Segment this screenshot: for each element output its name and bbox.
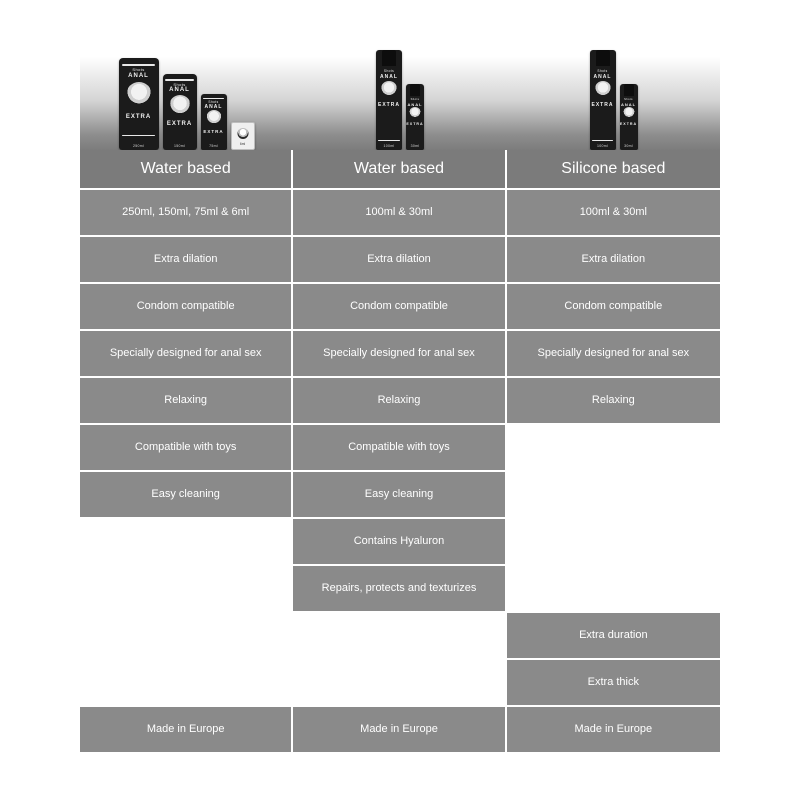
feature-cell: Made in Europe <box>507 707 720 754</box>
feature-cell-empty <box>293 660 506 707</box>
product-face-icon <box>206 110 222 126</box>
table-row <box>80 566 720 613</box>
table-header-row <box>80 150 720 190</box>
feature-cell: Compatible with toys <box>293 425 506 472</box>
feature-cell: Condom compatible <box>293 284 506 331</box>
product-name-label: ANAL <box>128 73 149 79</box>
feature-cell: Contains Hyaluron <box>293 519 506 566</box>
product-variant-label: EXTRA <box>591 102 614 108</box>
product-variant-label: EXTRA <box>203 129 224 134</box>
product-size-footnote: 150ml <box>173 144 186 148</box>
product-face-icon <box>623 107 635 119</box>
table-row <box>80 284 720 331</box>
feature-cell: Compatible with toys <box>80 425 293 472</box>
product-variant-label: EXTRA <box>125 114 152 120</box>
feature-cell: Condom compatible <box>507 284 720 331</box>
table-row <box>80 190 720 237</box>
product-brand-label: Shots <box>597 69 608 73</box>
table-row <box>80 472 720 519</box>
column-header-3: Silicone based <box>507 150 720 190</box>
feature-cell: Specially designed for anal sex <box>80 331 293 378</box>
feature-cell: 250ml, 150ml, 75ml & 6ml <box>80 190 293 237</box>
table-row <box>80 707 720 754</box>
product-variant-label: EXTRA <box>619 122 638 126</box>
feature-cell: Made in Europe <box>293 707 506 754</box>
product-face-icon <box>409 107 421 119</box>
feature-cell-empty <box>507 566 720 613</box>
product-silicone-spray-100ml <box>590 50 616 150</box>
table-row <box>80 237 720 284</box>
product-group-water-tubes <box>80 20 293 150</box>
feature-cell: Extra dilation <box>293 237 506 284</box>
feature-cell-empty <box>507 425 720 472</box>
product-tube-75ml <box>201 94 227 150</box>
feature-cell: Specially designed for anal sex <box>507 331 720 378</box>
product-brand-label: Shots <box>410 98 420 101</box>
product-brand-label: Shots <box>383 69 395 73</box>
comparison-table <box>80 150 720 754</box>
feature-cell: Relaxing <box>293 378 506 425</box>
feature-cell: Extra duration <box>507 613 720 660</box>
product-tube-150ml <box>163 74 197 150</box>
product-variant-label: EXTRA <box>406 122 424 126</box>
feature-cell-empty <box>293 613 506 660</box>
product-spray-30ml <box>406 84 424 150</box>
feature-cell: 100ml & 30ml <box>293 190 506 237</box>
product-name-label: ANAL <box>593 74 612 80</box>
table-row <box>80 425 720 472</box>
product-brand-label: Shots <box>208 100 219 104</box>
product-name-label: ANAL <box>380 74 398 80</box>
product-variant-label: 6ml <box>239 142 246 146</box>
product-face-icon <box>237 128 248 139</box>
product-size-footnote: 250ml <box>132 144 145 148</box>
product-face-icon <box>381 81 398 98</box>
table-row <box>80 519 720 566</box>
product-group-water-sprays <box>293 20 507 150</box>
feature-cell: Made in Europe <box>80 707 293 754</box>
product-sachet-6ml <box>231 122 255 150</box>
product-tube-250ml <box>119 58 159 150</box>
product-size-footnote: 75ml <box>209 144 218 148</box>
product-size-footnote: 30ml <box>624 144 633 148</box>
product-size-footnote: 30ml <box>410 144 420 148</box>
feature-cell: Extra dilation <box>80 237 293 284</box>
product-name-label: ANAL <box>407 102 423 107</box>
product-brand-label: Shots <box>132 67 145 72</box>
feature-cell-empty <box>507 519 720 566</box>
product-brand-label: Shots <box>624 98 633 101</box>
feature-cell: Relaxing <box>507 378 720 425</box>
product-size-footnote: 100ml <box>383 144 395 148</box>
feature-cell: Extra thick <box>507 660 720 707</box>
column-header-2: Water based <box>293 150 506 190</box>
table-row <box>80 660 720 707</box>
product-group-silicone-sprays <box>507 20 720 150</box>
table-row <box>80 378 720 425</box>
product-variant-label: EXTRA <box>378 102 400 108</box>
feature-cell: Specially designed for anal sex <box>293 331 506 378</box>
feature-cell-empty <box>507 472 720 519</box>
feature-cell: Extra dilation <box>507 237 720 284</box>
product-image-band <box>80 20 720 150</box>
product-brand-label: Shots <box>173 82 186 87</box>
table-row <box>80 613 720 660</box>
feature-cell: Relaxing <box>80 378 293 425</box>
product-name-label: ANAL <box>620 102 637 107</box>
feature-cell: 100ml & 30ml <box>507 190 720 237</box>
feature-cell-empty <box>80 660 293 707</box>
feature-cell-empty <box>80 566 293 613</box>
feature-cell-empty <box>80 519 293 566</box>
feature-cell: Condom compatible <box>80 284 293 331</box>
product-face-icon <box>169 95 191 117</box>
table-row <box>80 331 720 378</box>
product-face-icon <box>126 82 152 108</box>
product-face-icon <box>594 81 611 98</box>
product-name-label: ANAL <box>204 104 223 110</box>
product-size-footnote: 100ml <box>596 144 609 148</box>
feature-cell: Repairs, protects and texturizes <box>293 566 506 613</box>
feature-cell: Easy cleaning <box>293 472 506 519</box>
product-silicone-spray-30ml <box>620 84 638 150</box>
product-variant-label: EXTRA <box>166 121 193 127</box>
product-name-label: ANAL <box>169 87 190 93</box>
column-header-1: Water based <box>80 150 293 190</box>
feature-cell-empty <box>80 613 293 660</box>
product-spray-100ml <box>376 50 402 150</box>
feature-cell: Easy cleaning <box>80 472 293 519</box>
